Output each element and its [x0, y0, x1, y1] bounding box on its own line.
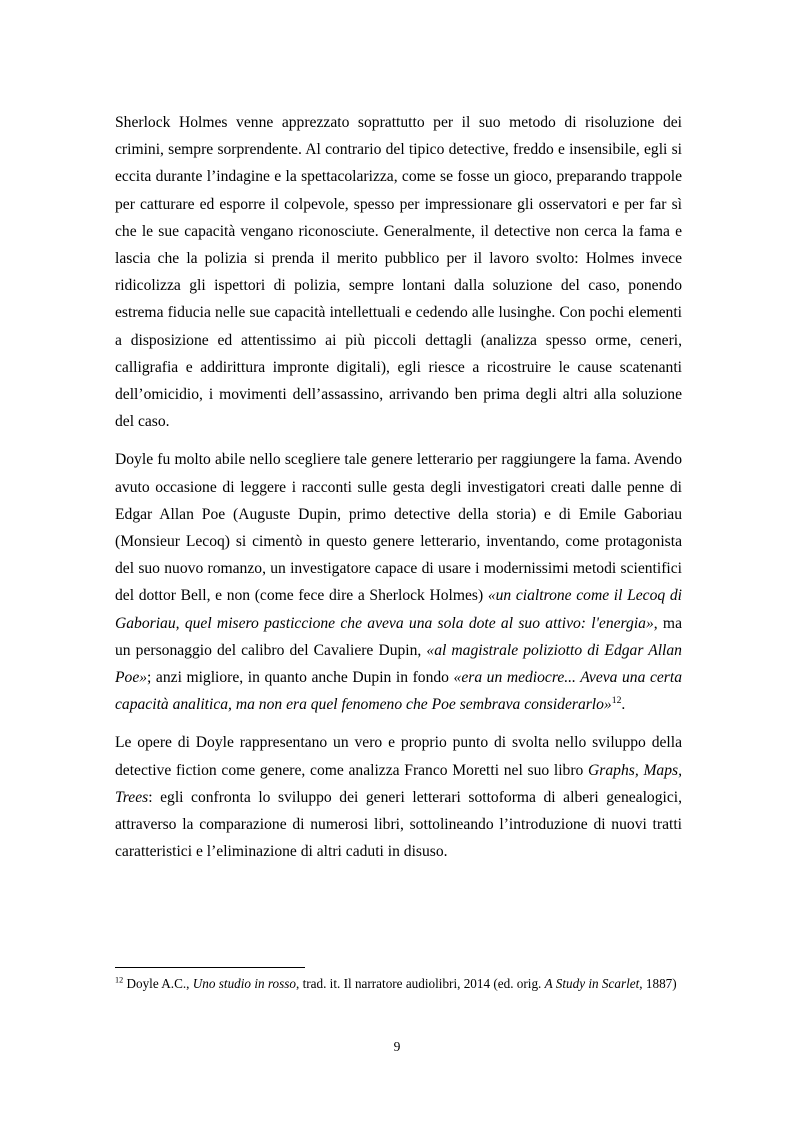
paragraph-3-text: Le opere di Doyle rappresentano un vero e proprio punto di svolta nello sviluppo della detective fiction come genere, come analizza Franco Moretti nel suo libro: [115, 734, 682, 779]
footnote-separator: [115, 967, 305, 968]
paragraph-1-text: Sherlock Holmes venne apprezzato soprattutto per il suo metodo di risoluzione dei crimini, sempre sorprendente. Al contrario del tipico detective, freddo e insensibile, egli si eccita durante l’indagine e la spettacolarizza, come se fosse un gioco, preparando trappole per catturare ed esporre il colpevole, spesso per impressionare gli osservatori e per far sì che le sue capacità vengano riconosciute. Generalmente, il detective non cerca la fama e lascia che la polizia si prenda il merito pubblico per il lavoro svolto: Holmes invece ridicolizza gli ispettori di polizia, sempre lontani dalla soluzione del caso, ponendo estrema fiducia nelle sue capacità intellettuali e cedendo alle lusinghe. Con pochi elementi a disposizione ed attentissimo ai più piccoli dettagli (analizza spesso orme, ceneri, calligrafia e addirittura impronte digitali), egli riesce a ricostruire le cause scatenanti dell’omicidio, i movimenti dell’assassino, arrivando ben prima degli altri alla soluzione del caso.: [115, 114, 682, 431]
footnote: [115, 974, 682, 993]
quote-poliziotto: «al magistrale poliziotto di Edgar Allan Poe»: [115, 641, 682, 687]
footnote-reference[interactable]: 12: [611, 695, 622, 707]
paragraph-3: [115, 729, 682, 865]
paragraph-2-text: ; anzi migliore, in quanto anche Dupin in fondo: [147, 669, 454, 687]
paragraph-3-text: : egli confronta lo sviluppo dei generi letterari sottoforma di alberi genealogici, attraverso la comparazione di numerosi libri, sottolineando l’introduzione di nuovi tratti caratteristici e l’eliminazione di altri caduti in disuso.: [115, 788, 682, 861]
quote-cialtrone: «un cialtrone come il Lecoq di Gaboriau, quel misero pasticcione che aveva una sola dote al suo attivo: l'energia»: [115, 587, 682, 632]
footnote-title-original: A Study in Scarlet: [544, 976, 640, 991]
paragraph-2-text: Doyle fu molto abile nello scegliere tale genere letterario per raggiungere la fama. Avendo avuto occasione di leggere i racconti sulle gesta degli investigatori creati dalle penne di Edgar Allan Poe (Auguste Dupin, primo detective della storia) e di Emile Gaboriau (Monsieur Lecoq) si cimentò in questo genere letterario, inventando, come protagonista del suo nuovo romanzo, un investigatore capace di usare i modernissimi metodi scientifici del dottor Bell, e non (come fece dire a Sherlock Holmes): [115, 451, 682, 605]
paragraph-2: [115, 446, 682, 718]
paragraph-2-text: , ma un personaggio del calibro del Cavaliere Dupin,: [115, 614, 682, 659]
body-text: [115, 109, 682, 876]
footnote-number: 12: [115, 975, 124, 985]
page-number: 9: [393, 1039, 401, 1054]
quote-mediocre: «era un mediocre... Aveva una certa capacità analitica, ma non era quel fenomeno che Poe sembrava considerarlo»: [115, 669, 683, 714]
footnote-title-italian: Uno studio in rosso: [192, 976, 296, 991]
footnote-text: Doyle A.C.,: [123, 976, 193, 991]
paragraph-2-text: .: [621, 696, 626, 714]
footnote-text: , trad. it. Il narratore audiolibri, 2014 (ed. orig.: [295, 976, 545, 991]
footnote-text: , 1887): [639, 976, 677, 991]
book-title: Graphs, Maps, Trees: [115, 761, 682, 806]
paragraph-1: [115, 109, 682, 435]
